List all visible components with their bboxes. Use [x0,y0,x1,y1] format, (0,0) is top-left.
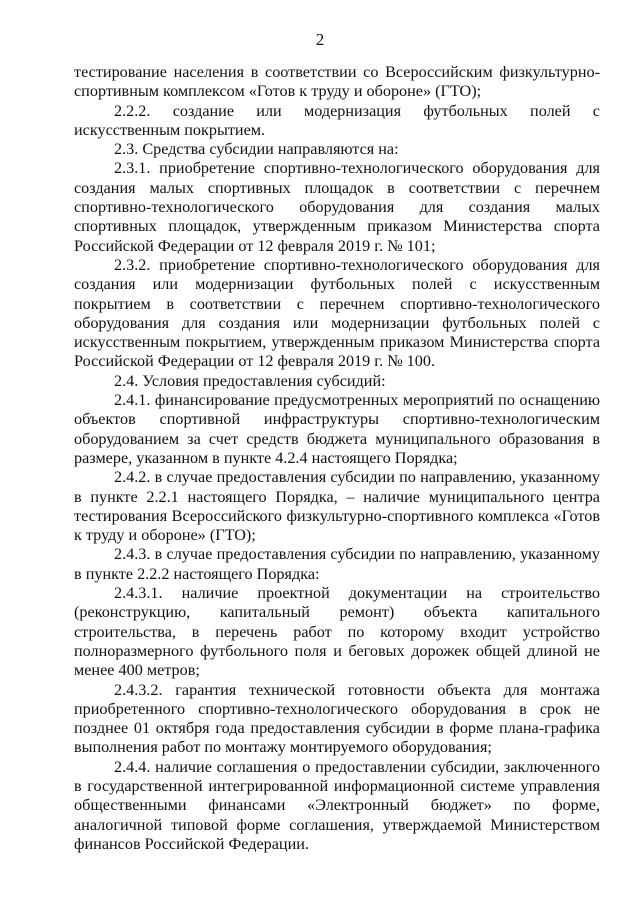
paragraph-2-4-1: 2.4.1. финансирование предусмотренных мероприятий по оснащению объектов спортивной инфраструктуры спортивно-технологическим оборудованием за счет средств бюджета муниципального образования в размере, указанном в пункте 4.2.4 настоящего Порядка; [74,391,600,467]
paragraph-2-3-1: 2.3.1. приобретение спортивно-технологического оборудования для создания малых спортивных площадок в соответствии с перечнем спортивно-технологического оборудования для создания малых спортивных площадок, утвержденным приказом Министерства спорта Российской Федерации от 12 февраля 2019 г. № 101; [74,159,600,255]
paragraph-2-3-2: 2.3.2. приобретение спортивно-технологического оборудования для создания или модернизации футбольных полей с искусственным покрытием в соответствии с перечнем спортивно-технологического оборудования для создания или модернизации футбольных полей с искусственным покрытием, утвержденным приказом Министерства спорта Российской Федерации от 12 февраля 2019 г. № 100. [74,255,600,371]
paragraph-continuation-gto: тестирование населения в соответствии со Всероссийским физкультурно-спортивным комплексом «Готов к труду и обороне» (ГТО); [74,63,600,101]
paragraph-2-4: 2.4. Условия предоставления субсидий: [114,371,386,390]
paragraph-2-4-3: 2.4.3. в случае предоставления субсидии по направлению, указанному в пункте 2.2.2 настоящего Порядка: [74,545,600,583]
paragraph-2-4-3-1: 2.4.3.1. наличие проектной документации на строительство (реконструкцию, капитальный ремонт) объекта капитального строительства, в перечень работ по которому входит устройство полноразмерного футбольного поля и беговых дорожек общей длиной не менее 400 метров; [74,584,600,680]
paragraph-2-3: 2.3. Средства субсидии направляются на: [114,140,399,159]
paragraph-2-4-3-2: 2.4.3.2. гарантия технической готовности объекта для монтажа приобретенного спортивно-технологического оборудования в срок не позднее 01 октября года предоставления субсидии в форме плана-графика выполнения работ по монтажу монтируемого оборудования; [74,680,600,757]
paragraph-2-4-2: 2.4.2. в случае предоставления субсидии по направлению, указанному в пункте 2.2.1 настоящего Порядка, – наличие муниципального центра тестирования Всероссийского физкультурно-спортивного комплекса «Готов к труду и обороне» (ГТО); [74,468,600,545]
page-number: 2 [315,30,325,49]
paragraph-2-2-2: 2.2.2. создание или модернизация футбольных полей с искусственным покрытием. [74,101,600,139]
paragraph-2-4-4: 2.4.4. наличие соглашения о предоставлении субсидии, заключенного в государственной интегрированной информационной системе управления общественными финансами «Электронный бюджет» по форме, аналогичной типовой форме соглашения, утверждаемой Министерством финансов Российской Федерации. [74,757,600,853]
document-body [74,63,600,854]
